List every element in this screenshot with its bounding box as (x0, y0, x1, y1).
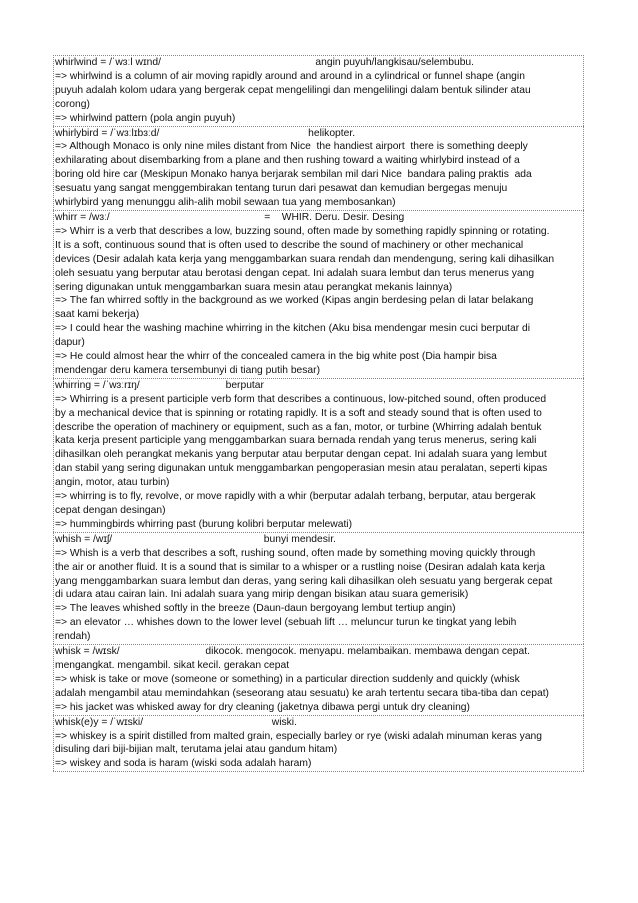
entry-text-line: cepat dengan desingan) (55, 505, 166, 516)
entry-headword-line: whisk(e)y = /ˈwɪski/ wiski. (55, 716, 297, 728)
entry-text-line: => whiskey is a spirit distilled from malted grain, especially barley or rye (wiski adalah minuman keras yang (55, 730, 543, 742)
entry-whirring (53, 378, 584, 532)
entry-text-line: angin, motor, atau turbin) (55, 477, 170, 489)
entry-text-line: yang menggambarkan suara lembut dan deras, yang sering kali dihasilkan oleh sesuatu yang bergerak cepat (55, 575, 553, 587)
entry-text-line: kata kerja present participle yang menggambarkan suara bernada rendah yang terus menerus, sering kali (55, 435, 537, 447)
entry-text-line: boring old hire car (Meskipun Monako hanya berjarak sembilan mil dari Nice bandara paling praktis ada (55, 169, 532, 181)
entry-text-line: puyuh adalah kolom udara yang bergerak cepat mengelilingi dan mengelilingi dalam bentuk silinder atau (55, 84, 531, 96)
entry-whish (53, 532, 584, 644)
entry-text-line: => whirring is to fly, revolve, or move rapidly with a whir (berputar adalah terbang, berputar, atau bergerak (55, 491, 536, 503)
entry-whirlwind (53, 55, 584, 126)
entry-text-line: exhilarating about disembarking from a plane and then rushing toward a waiting whirlybird instead of a (55, 155, 520, 167)
entry-text-line: rendah) (55, 631, 91, 643)
entry-text-line: => hummingbirds whirring past (burung kolibri berputar melewati) (55, 518, 353, 530)
entry-text-line: di udara atau cairan lain. Ini adalah suara yang mirip dengan bisikan atau suara gemerisik) (55, 589, 469, 601)
entry-text-line: => Whirring is a present participle verb form that describes a continuous, low-pitched sound, often produced (55, 393, 547, 405)
entry-text-line: sesuatu yang sangat menggembirakan tentang turun dari pesawat dan kemudian bergegas menuju (55, 183, 508, 195)
entry-text-line: by a mechanical device that is spinning or rotating rapidly. It is a soft and steady sound that is often used to (55, 407, 542, 419)
vocabulary-document (53, 55, 584, 772)
entry-text-line: => wiskey and soda is haram (wiski soda adalah haram) (55, 758, 312, 770)
entry-text-line: => He could almost hear the whirr of the concealed camera in the big white post (Dia hampir bisa (55, 351, 497, 363)
entry-whiskey (53, 715, 584, 772)
entry-text-line: => whisk is take or move (someone or something) in a particular direction suddenly and quickly (whisk (55, 673, 520, 685)
entry-whirlybird (53, 126, 584, 210)
entry-text-line: It is a soft, continuous sound that is often used to describe the sound of machinery or other mechanical (55, 239, 524, 251)
entry-text-line: devices (Desir adalah kata kerja yang menggambarkan suara rendah dan mendengung, sering kali dihasilkan (55, 253, 555, 265)
entry-text-line: => whirlwind pattern (pola angin puyuh) (55, 112, 236, 124)
entry-text-line: dan stabil yang sering digunakan untuk menggambarkan pengoperasian mesin atau peralatan, seperti kipas (55, 463, 548, 475)
entry-whirr (53, 210, 584, 378)
entry-text-line: => Although Monaco is only nine miles distant from Nice the handiest airport there is something deeply (55, 141, 528, 153)
entry-whisk (53, 644, 584, 715)
entry-text-line: describe the operation of machinery or equipment, such as a fan, motor, or turbine (Whirring adalah bentuk (55, 421, 542, 433)
entry-text-line: => an elevator … whishes down to the lower level (sebuah lift … meluncur turun ke tingkat yang lebih (55, 617, 517, 629)
entry-headword-line: whirlybird = /ˈwɜːlɪbɜːd/ helikopter. (55, 127, 356, 139)
entry-headword-line: whirlwind = /ˈwɜːl wɪnd/ angin puyuh/langkisau/selembubu. (55, 57, 475, 68)
entry-text-line: dapur) (55, 337, 85, 349)
entry-text-line: saat kami bekerja) (55, 309, 140, 321)
entry-headword-line: whirr = /wɜː/ = WHIR. Deru. Desir. Desing (55, 211, 405, 223)
entry-text-line: disuling dari biji-bijian malt, terutama jelai atau gandum hitam) (55, 744, 338, 756)
entry-headword-line: whirring = /ˈwɜːrɪŋ/ berputar (55, 379, 264, 391)
entry-text-line: mengangkat. mengambil. sikat kecil. gerakan cepat (55, 659, 290, 671)
entry-text-line: adalah mengambil atau memindahkan (seseorang atau sesuatu) ke arah tertentu secara tiba-tiba dan cepat) (55, 687, 549, 699)
entry-text-line: sering digunakan untuk menggambarkan suara mesin atau perangkat mekanis lainnya) (55, 281, 453, 293)
entry-text-line: => The leaves whished softly in the breeze (Daun-daun bergoyang lembut tertiup angin) (55, 603, 456, 615)
entry-text-line: => The fan whirred softly in the background as we worked (Kipas angin berdesing pelan di latar belakang (55, 295, 534, 307)
entry-text-line: => Whish is a verb that describes a soft, rushing sound, often made by something moving quickly through (55, 547, 536, 559)
entry-text-line: => I could hear the washing machine whirring in the kitchen (Aku bisa mendengar mesin cuci berputar di (55, 323, 531, 335)
entry-text-line: => Whirr is a verb that describes a low, buzzing sound, often made by something rapidly spinning or rotating. (55, 225, 550, 237)
entry-headword-line: whish = /wɪʃ/ bunyi mendesir. (55, 533, 336, 545)
entry-text-line: whirlybird yang menunggu alih-alih mobil sewaan tua yang membosankan) (55, 197, 396, 209)
entry-text-line: => his jacket was whisked away for dry cleaning (jaketnya dibawa pergi untuk dry cleaning) (55, 701, 470, 713)
entry-text-line: corong) (55, 98, 90, 110)
entry-text-line: => whirlwind is a column of air moving rapidly around and around in a cylindrical or funnel shape (angin (55, 70, 525, 82)
entry-text-line: mendengar deru kamera tersembunyi di tiang putih besar) (55, 364, 321, 376)
entry-text-line: the air or another fluid. It is a sound that is similar to a whisper or a rustling noise (Desiran adalah kata kerja (55, 561, 545, 573)
entry-text-line: dihasilkan oleh perangkat mekanis yang berputar atau berputar dengan cepat. Ini adalah suara yang lembut (55, 449, 547, 461)
entry-headword-line: whisk = /wɪsk/ dikocok. mengocok. menyapu. melambaikan. membawa dengan cepat. (55, 646, 530, 658)
entry-text-line: oleh sesuatu yang berputar atau berotasi dengan cepat. Ini adalah suara lembut dan terus menerus yang (55, 267, 535, 279)
